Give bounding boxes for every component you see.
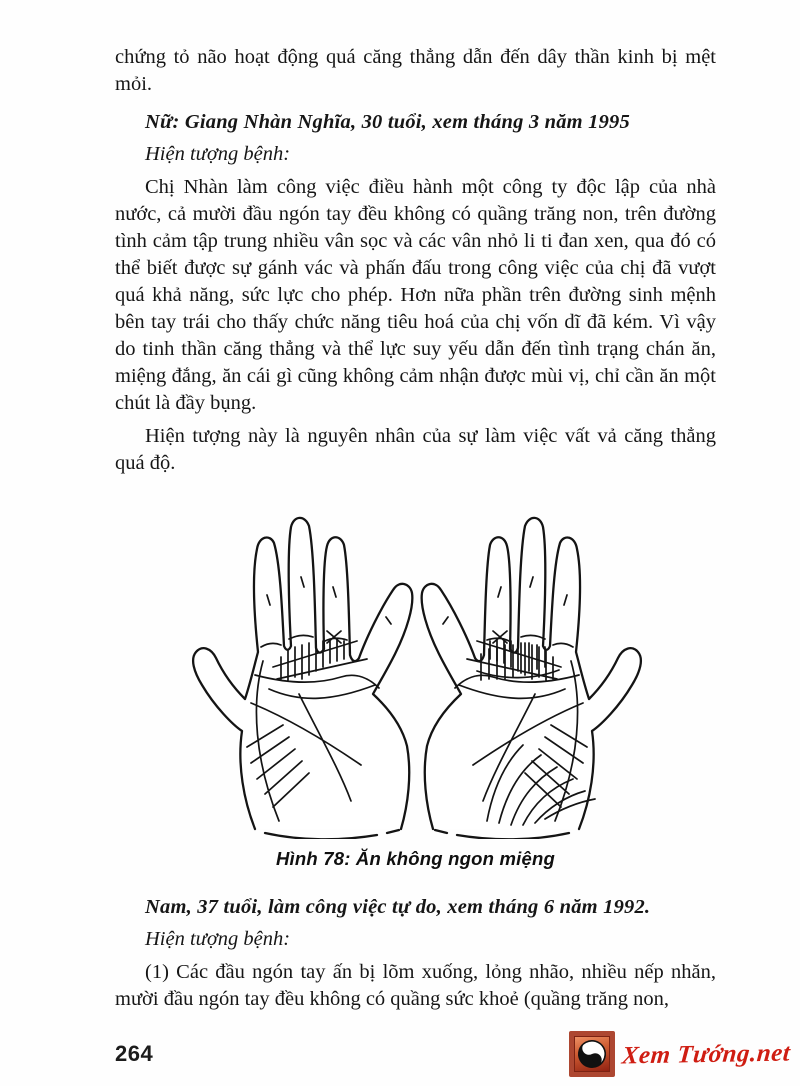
case1-heading: Nữ: Giang Nhàn Nghĩa, 30 tuổi, xem tháng 3 năm 1995 <box>145 111 630 133</box>
case1-paragraph-1: Chị Nhàn làm công việc điều hành một công ty độc lập của nhà nước, cả mười đầu ngón tay đều không có quầng trăng non, trên đường tình cảm tập trung nhiều vân sọc và các vân nhỏ li ti đan xen, qua đó có thể biết được sự gánh vác và phấn đấu trong công việc của chị đã vượt quá khả năng, sức lực cho phép. Hơn nữa phần trên đường sinh mệnh bên tay trái cho thấy chức năng tiêu hoá của chị vốn dĩ đã kém. Vì vậy do tinh thần căng thẳng và thể lực suy yếu dẫn đến tình trạng chán ăn, miệng đắng, ăn cái gì cũng không cảm nhận được mùi vị, chỉ cần ăn một chút là đầy bụng. <box>115 176 716 414</box>
page-number: 264 <box>115 1041 154 1066</box>
xemtuong-watermark <box>569 1031 790 1077</box>
case1-paragraph-2: Hiện tượng này là nguyên nhân của sự làm việc vất vả căng thẳng quá độ. <box>115 425 716 474</box>
watermark-site-text: Xem Tướng.net <box>620 1039 792 1069</box>
right-palm-drawing <box>421 518 640 839</box>
two-palms-illustration <box>181 489 651 839</box>
palm-figure <box>115 489 716 870</box>
left-palm-drawing <box>193 518 412 839</box>
intro-paragraph: chứng tỏ não hoạt động quá căng thẳng dẫn đến dây thần kinh bị mệt mỏi. <box>115 46 716 95</box>
page-footer <box>115 1028 790 1080</box>
text-column <box>115 44 716 1013</box>
case2-symptom-label: Hiện tượng bệnh: <box>145 928 291 950</box>
figure-caption: Hình 78: Ăn không ngon miệng <box>276 848 555 869</box>
case2-paragraph-1: (1) Các đầu ngón tay ấn bị lõm xuống, lỏng nhão, nhiều nếp nhăn, mười đầu ngón tay đều không có quầng sức khoẻ (quầng trăng non, <box>115 961 716 1010</box>
case2-heading: Nam, 37 tuổi, làm công việc tự do, xem tháng 6 năm 1992. <box>145 896 651 918</box>
yin-yang-icon <box>569 1031 615 1077</box>
case1-symptom-label: Hiện tượng bệnh: <box>145 143 291 165</box>
